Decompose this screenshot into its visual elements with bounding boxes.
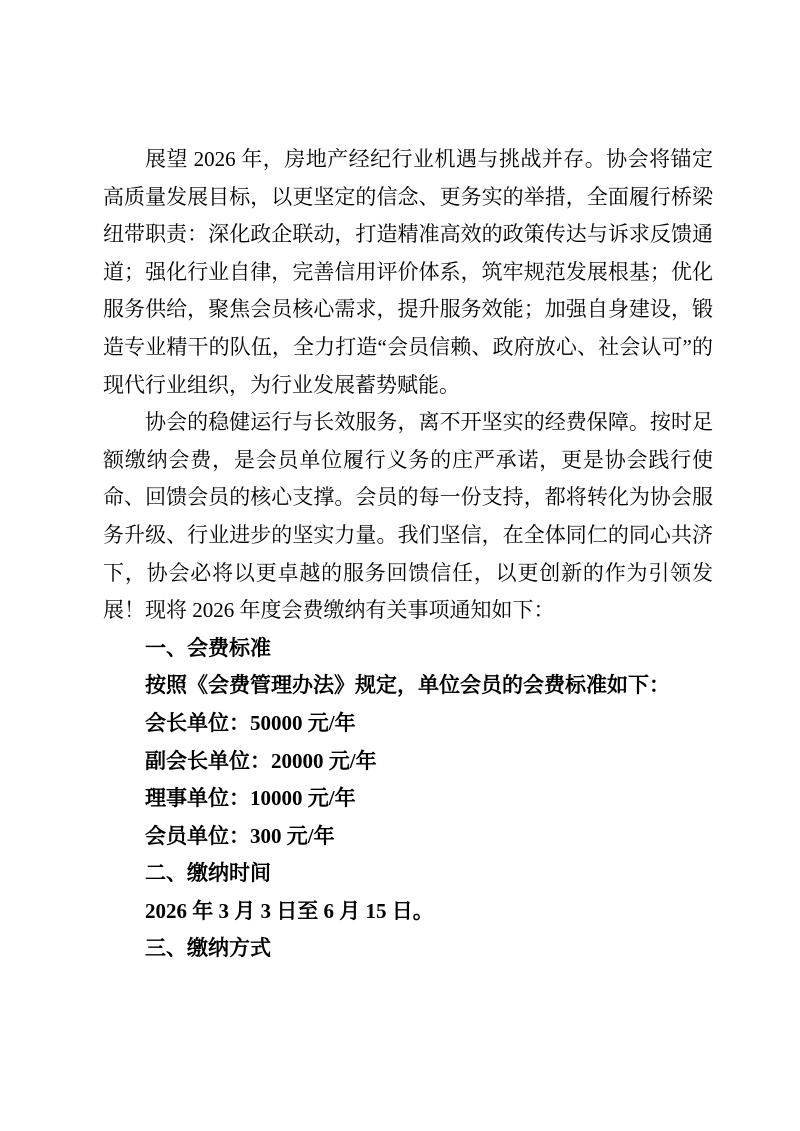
fee-line-member-unit: 会员单位：300 元/年 xyxy=(145,823,335,848)
paragraph-fee-notice: 协会的稳健运行与长效服务，离不开坚实的经费保障。按时足额缴纳会费，是会员单位履行义务的庄严承诺，更是协会践行使命、回馈会员的核心支撑。会员的每一份支持，都将转化为协会服务升级、行业进步的坚实力量。我们坚信，在全体同仁的同心共济下，协会必将以更卓越的服务回馈信任，以更创新的作为引领发展！现将 2026 年度会费缴纳有关事项通知如下： xyxy=(103,410,713,623)
paragraph-outlook-2026: 展望 2026 年，房地产经纪行业机遇与挑战并存。协会将锚定高质量发展目标，以更坚定的信念、更务实的举措，全面履行桥梁纽带职责：深化政企联动，打造精准高效的政策传达与诉求反馈通道；强化行业自律，完善信用评价体系，筑牢规范发展根基；优化服务供给，聚焦会员核心需求，提升服务效能；加强自身建设，锻造专业精干的队伍，全力打造“会员信赖、政府放心、社会认可”的现代行业组织，为行业发展蓄势赋能。 xyxy=(103,147,713,397)
section-heading-payment-time: 二、缴纳时间 xyxy=(145,862,271,886)
fee-line-vice-president-unit: 副会长单位：20000 元/年 xyxy=(145,748,377,773)
fee-line-president-unit: 会长单位：50000 元/年 xyxy=(145,710,356,735)
fee-standard-intro: 按照《会费管理办法》规定，单位会员的会费标准如下： xyxy=(145,673,670,698)
payment-period: 2026 年 3 月 3 日至 6 月 15 日。 xyxy=(145,898,434,923)
document-body xyxy=(103,141,713,968)
fee-line-director-unit: 理事单位：10000 元/年 xyxy=(145,786,356,811)
section-heading-payment-method: 三、缴纳方式 xyxy=(145,937,271,961)
section-heading-fee-standard: 一、会费标准 xyxy=(145,636,271,660)
